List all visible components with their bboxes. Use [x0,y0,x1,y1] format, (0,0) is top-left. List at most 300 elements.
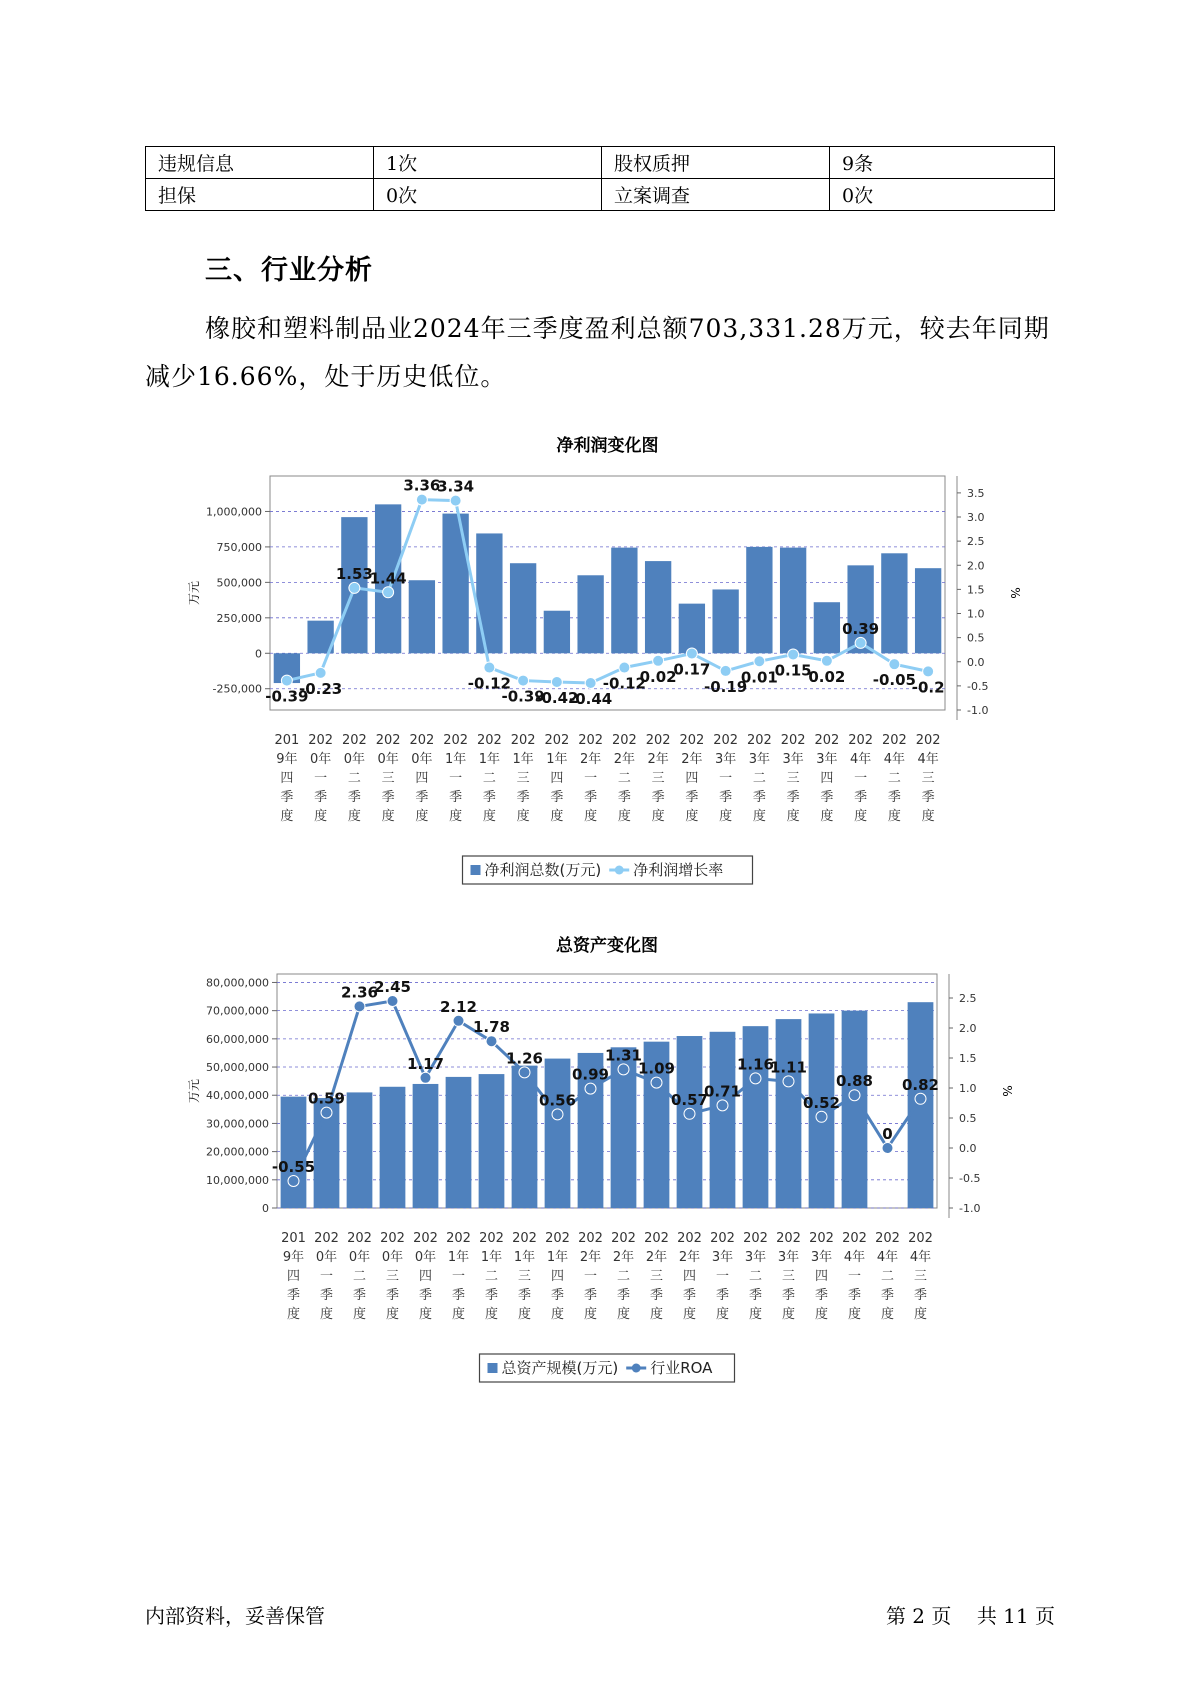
line-point [821,655,832,666]
x-tick-label: 三 [651,771,665,786]
x-tick-label: 度 [715,1307,730,1322]
left-tick-label: 50,000,000 [206,1061,269,1075]
x-tick-label: 季 [616,1288,631,1303]
bar [510,563,536,653]
x-tick-label: 季 [484,1288,499,1303]
x-tick-label: 一 [319,1269,334,1284]
x-tick-label: 度 [415,809,429,824]
line-point [315,667,326,678]
right-tick-label: 3.5 [967,486,985,500]
data-label: 1.78 [472,1018,511,1037]
x-tick-label: 度 [451,1307,466,1322]
x-tick-label: 度 [752,809,766,824]
x-tick-label: 4年 [917,752,939,767]
data-label: -0.39 [501,687,545,706]
line-point [551,677,562,688]
x-tick-label: 2年 [579,1250,602,1265]
x-tick-label: 202 [881,733,907,748]
x-tick-label: 0年 [315,1250,338,1265]
left-tick-label: 40,000,000 [206,1089,269,1103]
x-tick-label: 202 [645,733,671,748]
x-tick-label: 1年 [447,1250,470,1265]
legend-bar-swatch [488,1363,498,1373]
legend-line-label: 行业ROA [650,1359,713,1377]
data-label: 3.36 [403,476,441,495]
bar [380,1087,406,1208]
x-tick-label: 202 [611,733,637,748]
data-label: 2.36 [340,983,379,1002]
line-point [585,1083,596,1094]
footer-confidential: 内部资料，妥善保管 [145,1604,325,1628]
data-label: 0.02 [639,667,677,686]
x-tick-label: 202 [809,1231,834,1246]
line-point [788,649,799,660]
net-profit-chart [0,425,1191,885]
x-tick-label: 4年 [883,752,906,767]
x-tick-label: 0年 [343,752,366,767]
bar [479,1074,505,1208]
x-tick-label: 三 [649,1269,664,1284]
x-tick-label: 二 [880,1269,895,1284]
x-tick-label: 季 [516,790,530,805]
x-tick-label: 202 [713,733,739,748]
x-tick-label: 度 [649,1307,664,1322]
bar [710,1032,736,1208]
x-tick-label: 季 [482,790,496,805]
x-tick-label: 度 [781,1307,796,1322]
bar [409,580,435,653]
x-tick-label: 度 [651,809,665,824]
line-point [889,659,900,670]
bar [446,1077,472,1208]
x-tick-label: 4年 [843,1250,866,1265]
data-label: 0.88 [835,1072,874,1091]
line-point [416,494,427,505]
legend-bar-label: 净利润总数(万元) [484,861,602,879]
line-point [619,662,630,673]
x-tick-label: 202 [413,1231,438,1246]
right-tick-label: 1.5 [967,583,985,597]
x-tick-label: 1年 [478,752,501,767]
right-tick-label: 2.5 [959,992,977,1005]
right-tick-label: 2.0 [967,559,985,573]
table-cell: 担保 [146,179,374,211]
x-tick-label: 度 [682,1307,697,1322]
x-tick-label: 一 [314,771,328,786]
x-tick-label: 四 [820,771,834,786]
x-tick-label: 1年 [513,1250,536,1265]
x-tick-label: 度 [484,1307,499,1322]
table-cell: 违规信息 [146,147,374,179]
x-tick-label: 度 [913,1307,928,1322]
x-tick-label: 度 [685,809,699,824]
x-tick-label: 202 [446,1231,471,1246]
right-axis-label: % [1000,1085,1014,1097]
line-point [816,1111,827,1122]
chart-title: 总资产变化图 [556,936,658,956]
x-tick-label: 度 [617,809,631,824]
left-tick-label: -250,000 [212,682,262,696]
x-tick-label: 二 [617,771,631,786]
x-tick-label: 202 [611,1231,636,1246]
data-label: 1.11 [769,1058,808,1077]
x-tick-label: 度 [482,809,496,824]
x-tick-label: 202 [679,733,705,748]
line-point [686,648,697,659]
right-tick-label: 0.5 [959,1112,977,1125]
x-tick-label: 2年 [645,1250,668,1265]
data-label: 0.01 [740,668,778,687]
x-tick-label: 202 [380,1231,405,1246]
right-tick-label: 2.0 [959,1022,977,1035]
x-tick-label: 2年 [678,1250,701,1265]
left-tick-label: 500,000 [216,576,262,590]
x-tick-label: 季 [786,790,800,805]
data-label: 0.57 [670,1090,709,1109]
legend-bar-swatch [471,865,481,875]
x-tick-label: 202 [848,733,874,748]
legend-line-label: 净利润增长率 [633,861,724,879]
table-cell: 0次 [830,179,1055,211]
data-label: -0.23 [299,679,343,698]
right-tick-label: 0.5 [967,631,985,645]
table-row [146,147,1055,179]
x-tick-label: 度 [814,1307,829,1322]
x-tick-label: 3年 [810,1250,833,1265]
x-tick-label: 度 [517,1307,532,1322]
x-tick-label: 二 [887,771,901,786]
line-point [750,1073,761,1084]
footer-page-number: 第 2 页 共 11 页 [885,1604,1055,1628]
x-tick-label: 度 [319,1307,334,1322]
right-tick-label: 1.5 [959,1052,977,1065]
bar [611,548,637,654]
x-tick-label: 度 [921,809,935,824]
table-cell: 1次 [374,147,602,179]
x-tick-label: 季 [781,1288,796,1303]
line-point [354,1001,365,1012]
x-tick-label: 季 [921,790,935,805]
line-point [453,1015,464,1026]
x-tick-label: 一 [451,1269,466,1284]
line-point [717,1100,728,1111]
right-tick-label: 0.0 [967,655,985,669]
right-tick-label: -1.0 [959,1202,981,1215]
bar [881,553,907,653]
x-tick-label: 季 [617,790,631,805]
right-tick-label: 1.0 [967,607,985,621]
data-label: 2.45 [373,978,412,996]
data-label: -0.12 [467,674,511,693]
x-tick-label: 202 [908,1231,933,1246]
x-tick-label: 度 [820,809,834,824]
x-tick-label: 202 [314,1231,339,1246]
line-point [585,677,596,688]
x-tick-label: 四 [418,1269,433,1284]
line-point [783,1076,794,1087]
x-tick-label: 202 [743,1231,768,1246]
data-label: -0.12 [602,674,646,693]
data-label: -0.19 [704,677,748,696]
x-tick-label: 202 [842,1231,867,1246]
bar [780,548,806,654]
bar [677,1036,703,1208]
x-tick-label: 4年 [876,1250,899,1265]
x-tick-label: 三 [786,771,800,786]
bar [281,1097,307,1208]
bar [442,514,468,654]
x-tick-label: 度 [887,809,901,824]
x-tick-label: 季 [820,790,834,805]
x-tick-label: 202 [578,1231,603,1246]
x-tick-label: 一 [854,771,868,786]
line-point [518,675,529,686]
data-label: -0.39 [265,687,309,706]
x-tick-label: 二 [752,771,766,786]
data-label: 1.53 [335,564,373,583]
line-point [923,666,934,677]
data-label: 0.02 [808,667,846,686]
x-tick-label: 季 [719,790,733,805]
x-tick-label: 二 [484,1269,499,1284]
line-point [651,1077,662,1088]
bar [476,533,502,653]
x-tick-label: 3年 [816,752,838,767]
x-tick-label: 季 [748,1288,763,1303]
x-tick-label: 202 [476,733,502,748]
x-tick-label: 度 [418,1307,433,1322]
left-tick-label: 750,000 [216,540,262,554]
bar [645,561,671,653]
x-tick-label: 季 [347,790,361,805]
x-tick-label: 202 [780,733,806,748]
x-tick-label: 二 [482,771,496,786]
right-tick-label: 3.0 [967,511,985,525]
right-tick-label: -0.5 [967,679,989,693]
x-tick-label: 3年 [777,1250,800,1265]
x-tick-label: 度 [786,809,800,824]
bar [776,1019,802,1208]
left-tick-label: 1,000,000 [206,505,262,519]
line-point [552,1109,563,1120]
line-point [720,665,731,676]
bar [545,1059,571,1208]
x-tick-label: 季 [913,1288,928,1303]
x-tick-label: 季 [314,790,328,805]
x-tick-label: 季 [651,790,665,805]
x-tick-label: 一 [583,1269,598,1284]
x-tick-label: 度 [583,1307,598,1322]
line-point [754,656,765,667]
data-label: 0.71 [703,1082,742,1101]
line-point [684,1108,695,1119]
chart-title: 净利润变化图 [556,436,659,456]
x-tick-label: 0年 [309,752,332,767]
line-point [288,1176,299,1187]
x-tick-label: 1年 [480,1250,503,1265]
x-tick-label: 度 [847,1307,862,1322]
x-tick-label: 3年 [744,1250,767,1265]
x-tick-label: 季 [583,1288,598,1303]
right-tick-label: 2.5 [967,535,985,549]
line-point [281,675,292,686]
table-cell: 股权质押 [602,147,830,179]
data-label: 0.59 [307,1089,346,1108]
left-tick-label: 60,000,000 [206,1032,269,1046]
x-tick-label: 度 [449,809,463,824]
x-tick-label: 202 [544,733,570,748]
x-tick-label: 四 [415,771,429,786]
line-point [915,1093,926,1104]
x-tick-label: 季 [847,1288,862,1303]
x-tick-label: 4年 [849,752,872,767]
x-tick-label: 季 [449,790,463,805]
bar [908,1002,934,1208]
line-point [349,582,360,593]
line-point [387,996,398,1007]
table-cell: 0次 [374,179,602,211]
left-tick-label: 250,000 [216,611,262,625]
x-tick-label: 三 [781,1269,796,1284]
x-tick-label: 三 [385,1269,400,1284]
x-tick-label: 202 [341,733,367,748]
x-tick-label: 季 [880,1288,895,1303]
x-tick-label: 202 [776,1231,801,1246]
x-tick-label: 季 [286,1288,301,1303]
left-axis-label: 万元 [187,1078,201,1104]
x-tick-label: 季 [451,1288,466,1303]
right-tick-label: -1.0 [967,704,989,717]
x-tick-label: 度 [347,809,361,824]
line-point [519,1067,530,1078]
x-tick-label: 季 [352,1288,367,1303]
left-tick-label: 0 [255,647,262,661]
total-assets-chart-svg [0,925,1191,1385]
data-label: 1.17 [406,1054,445,1073]
data-label: -0.05 [872,671,916,690]
x-tick-label: 一 [584,771,598,786]
data-label: 1.26 [505,1049,544,1068]
left-tick-label: 80,000,000 [206,976,269,990]
bar [743,1026,769,1208]
bar [512,1066,538,1208]
x-tick-label: 三 [921,771,935,786]
table-cell: 9条 [830,147,1055,179]
x-tick-label: 二 [347,771,361,786]
data-label: 0.82 [901,1075,940,1094]
x-tick-label: 2年 [681,752,703,767]
line-point [882,1143,893,1154]
x-tick-label: 季 [381,790,395,805]
x-tick-label: 三 [517,1269,532,1284]
x-tick-label: 0年 [411,752,433,767]
x-tick-label: 季 [682,1288,697,1303]
x-tick-label: 1年 [546,1250,569,1265]
data-label: -0.2 [911,678,945,697]
line-point [486,1036,497,1047]
left-tick-label: 0 [262,1202,269,1215]
data-label: 0.56 [538,1091,577,1110]
x-tick-label: 季 [385,1288,400,1303]
x-tick-label: 202 [409,733,435,748]
x-tick-label: 二 [352,1269,367,1284]
total-assets-chart [0,925,1191,1385]
left-tick-label: 70,000,000 [206,1004,269,1018]
x-tick-label: 四 [550,771,564,786]
data-label: 1.44 [369,569,407,588]
bar [347,1092,373,1208]
right-axis-label: % [1008,587,1022,599]
x-tick-label: 二 [616,1269,631,1284]
bar [746,547,772,653]
x-tick-label: 一 [847,1269,862,1284]
x-tick-label: 2年 [579,752,602,767]
x-tick-label: 1年 [546,752,568,767]
x-tick-label: 202 [347,1231,372,1246]
x-tick-label: 季 [685,790,699,805]
legend-line-marker [632,1364,641,1373]
x-tick-label: 202 [746,733,772,748]
x-tick-label: 季 [517,1288,532,1303]
x-tick-label: 度 [854,809,868,824]
data-label: 0.52 [802,1093,841,1112]
data-label: 1.31 [604,1046,643,1065]
x-tick-label: 202 [644,1231,669,1246]
x-tick-label: 1年 [444,752,467,767]
x-tick-label: 9年 [282,1250,305,1265]
data-label: 0.15 [774,661,812,680]
x-tick-label: 0年 [381,1250,404,1265]
x-tick-label: 201 [281,1231,306,1246]
x-tick-label: 202 [479,1231,504,1246]
x-tick-label: 度 [748,1307,763,1322]
left-tick-label: 30,000,000 [206,1117,269,1131]
x-tick-label: 季 [752,790,766,805]
x-tick-label: 202 [710,1231,735,1246]
x-tick-label: 季 [887,790,901,805]
bar [712,589,738,653]
x-tick-label: 四 [280,771,294,786]
data-label: 0.17 [673,660,711,679]
x-tick-label: 9年 [276,752,298,767]
x-tick-label: 度 [381,809,395,824]
line-point [855,637,866,648]
analysis-paragraph: 橡胶和塑料制品业2024年三季度盈利总额703,331.28万元，较去年同期减少16.66%，处于历史低位。 [145,314,1050,391]
left-axis-label: 万元 [187,580,201,606]
x-tick-label: 3年 [748,752,771,767]
data-label: -0.55 [271,1158,316,1176]
bar [577,575,603,653]
x-tick-label: 1年 [512,752,534,767]
left-tick-label: 20,000,000 [206,1145,269,1159]
right-tick-label: 0.0 [959,1142,977,1155]
x-tick-label: 202 [578,733,604,748]
bar [413,1084,439,1208]
x-tick-label: 季 [418,1288,433,1303]
x-tick-label: 度 [550,1307,565,1322]
x-tick-label: 三 [516,771,530,786]
x-tick-label: 3年 [711,1250,734,1265]
table-row [146,179,1055,211]
x-tick-label: 四 [550,1269,565,1284]
x-tick-label: 202 [677,1231,702,1246]
x-tick-label: 度 [385,1307,400,1322]
left-tick-label: 10,000,000 [206,1173,269,1187]
line-point [383,587,394,598]
line-point [849,1090,860,1101]
x-tick-label: 四 [286,1269,301,1284]
x-tick-label: 季 [280,790,294,805]
